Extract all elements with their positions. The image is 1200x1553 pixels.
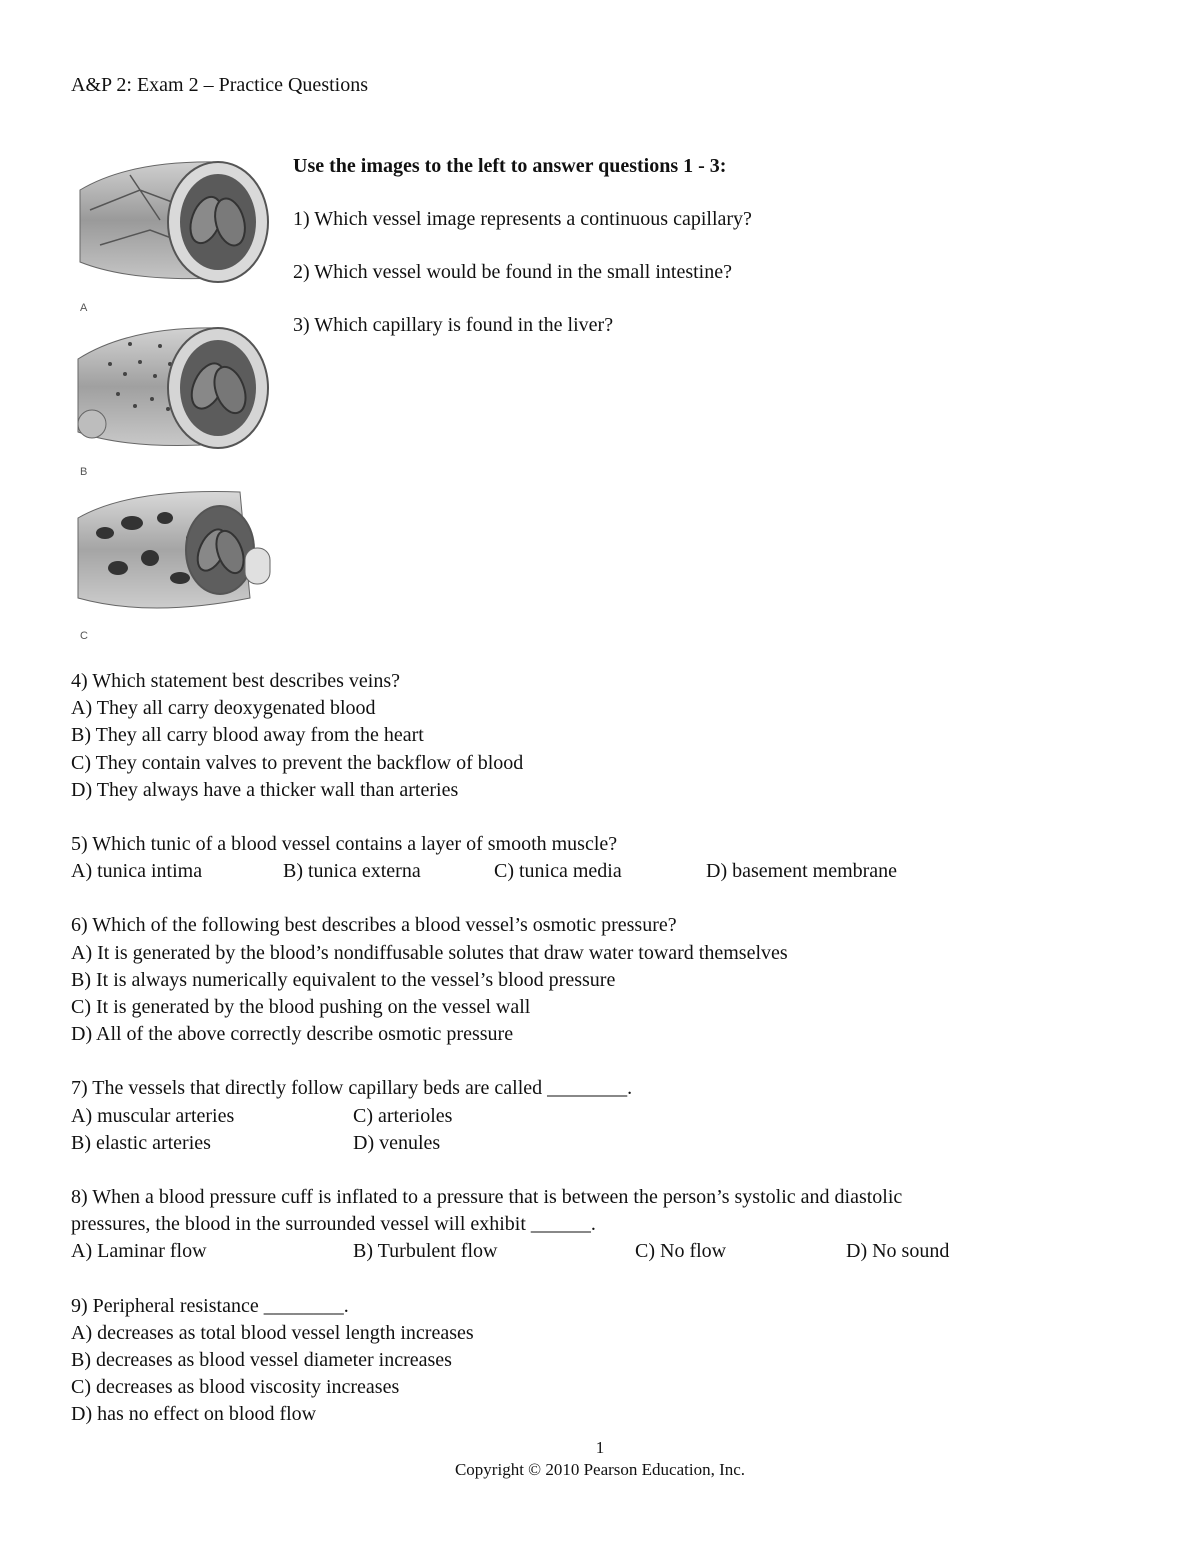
capillary-figures: [70, 150, 280, 642]
questions-1-3: [293, 155, 752, 367]
question-6-option-b: B) It is always numerically equivalent to the vessel’s blood pressure: [71, 968, 616, 991]
figure-b: [70, 314, 280, 478]
question-4-option-b: B) They all carry blood away from the heart: [71, 724, 424, 747]
page-title: A&P 2: Exam 2 – Practice Questions: [71, 74, 368, 96]
page-footer: [0, 1438, 1200, 1480]
question-4-option-d: D) They always have a thicker wall than arteries: [71, 778, 459, 801]
question-8: [71, 1184, 1131, 1266]
question-9-option-b: B) decreases as blood vessel diameter increases: [71, 1349, 452, 1372]
question-7-stem: 7) The vessels that directly follow capillary beds are called ________.: [71, 1077, 633, 1100]
continuous-capillary-icon: [70, 150, 280, 300]
question-8-stem-line-2: pressures, the blood in the surrounded vessel will exhibit ______.: [71, 1213, 596, 1236]
question-8-option-c: C) No flow: [635, 1240, 727, 1263]
question-4-stem: 4) Which statement best describes veins?: [71, 670, 400, 692]
figure-c-label: C: [80, 630, 88, 642]
questions-1-3-intro: Use the images to the left to answer questions 1 - 3:: [293, 155, 727, 177]
question-6-option-d: D) All of the above correctly describe osmotic pressure: [71, 1023, 514, 1046]
page-number: 1: [595, 1438, 605, 1457]
question-7-options-row-1: [71, 1103, 1131, 1130]
question-7-option-d: D) venules: [353, 1131, 441, 1154]
figure-a-label: A: [80, 302, 88, 314]
question-8-option-d: D) No sound: [846, 1240, 950, 1263]
question-9-option-d: D) has no effect on blood flow: [71, 1403, 317, 1426]
question-8-option-b: B) Turbulent flow: [353, 1240, 498, 1263]
question-8-option-a: A) Laminar flow: [71, 1240, 207, 1263]
questions-4-9: [71, 668, 1131, 1456]
sinusoid-capillary-icon: [70, 478, 280, 628]
question-2: 2) Which vessel would be found in the small intestine?: [293, 261, 732, 283]
copyright-notice: Copyright © 2010 Pearson Education, Inc.: [454, 1460, 746, 1479]
figure-c: [70, 478, 280, 642]
question-8-options: [71, 1238, 1131, 1265]
figure-b-label: B: [80, 466, 88, 478]
question-5-option-a: A) tunica intima: [71, 860, 203, 883]
question-4: [71, 668, 1131, 804]
question-8-stem-line-1: 8) When a blood pressure cuff is inflated to a pressure that is between the person’s systolic and diastolic: [71, 1186, 903, 1209]
question-6-option-a: A) It is generated by the blood’s nondiffusable solutes that draw water toward themselves: [71, 941, 788, 964]
question-5-option-d: D) basement membrane: [706, 860, 898, 883]
question-5-option-b: B) tunica externa: [283, 860, 421, 883]
question-7: [71, 1075, 1131, 1157]
question-3: 3) Which capillary is found in the liver?: [293, 314, 614, 336]
question-6-stem: 6) Which of the following best describes a blood vessel’s osmotic pressure?: [71, 914, 677, 937]
question-9-stem: 9) Peripheral resistance ________.: [71, 1294, 349, 1317]
question-5-stem: 5) Which tunic of a blood vessel contains a layer of smooth muscle?: [71, 833, 618, 856]
question-7-option-c: C) arterioles: [353, 1104, 453, 1127]
question-7-option-b: B) elastic arteries: [71, 1131, 211, 1154]
question-4-option-c: C) They contain valves to prevent the backflow of blood: [71, 751, 524, 774]
question-5-options: [71, 858, 1131, 885]
figure-a: [70, 150, 280, 314]
question-5-option-c: C) tunica media: [494, 860, 622, 883]
question-9-option-a: A) decreases as total blood vessel length increases: [71, 1321, 474, 1344]
question-6-option-c: C) It is generated by the blood pushing on the vessel wall: [71, 996, 531, 1019]
question-1: 1) Which vessel image represents a continuous capillary?: [293, 208, 752, 230]
question-6: [71, 912, 1131, 1048]
question-5: [71, 831, 1131, 885]
question-9-option-c: C) decreases as blood viscosity increases: [71, 1376, 400, 1399]
question-9: [71, 1293, 1131, 1429]
question-7-options-row-2: [71, 1130, 1131, 1157]
question-7-option-a: A) muscular arteries: [71, 1104, 235, 1127]
question-4-option-a: A) They all carry deoxygenated blood: [71, 697, 376, 720]
fenestrated-capillary-icon: [70, 314, 280, 464]
